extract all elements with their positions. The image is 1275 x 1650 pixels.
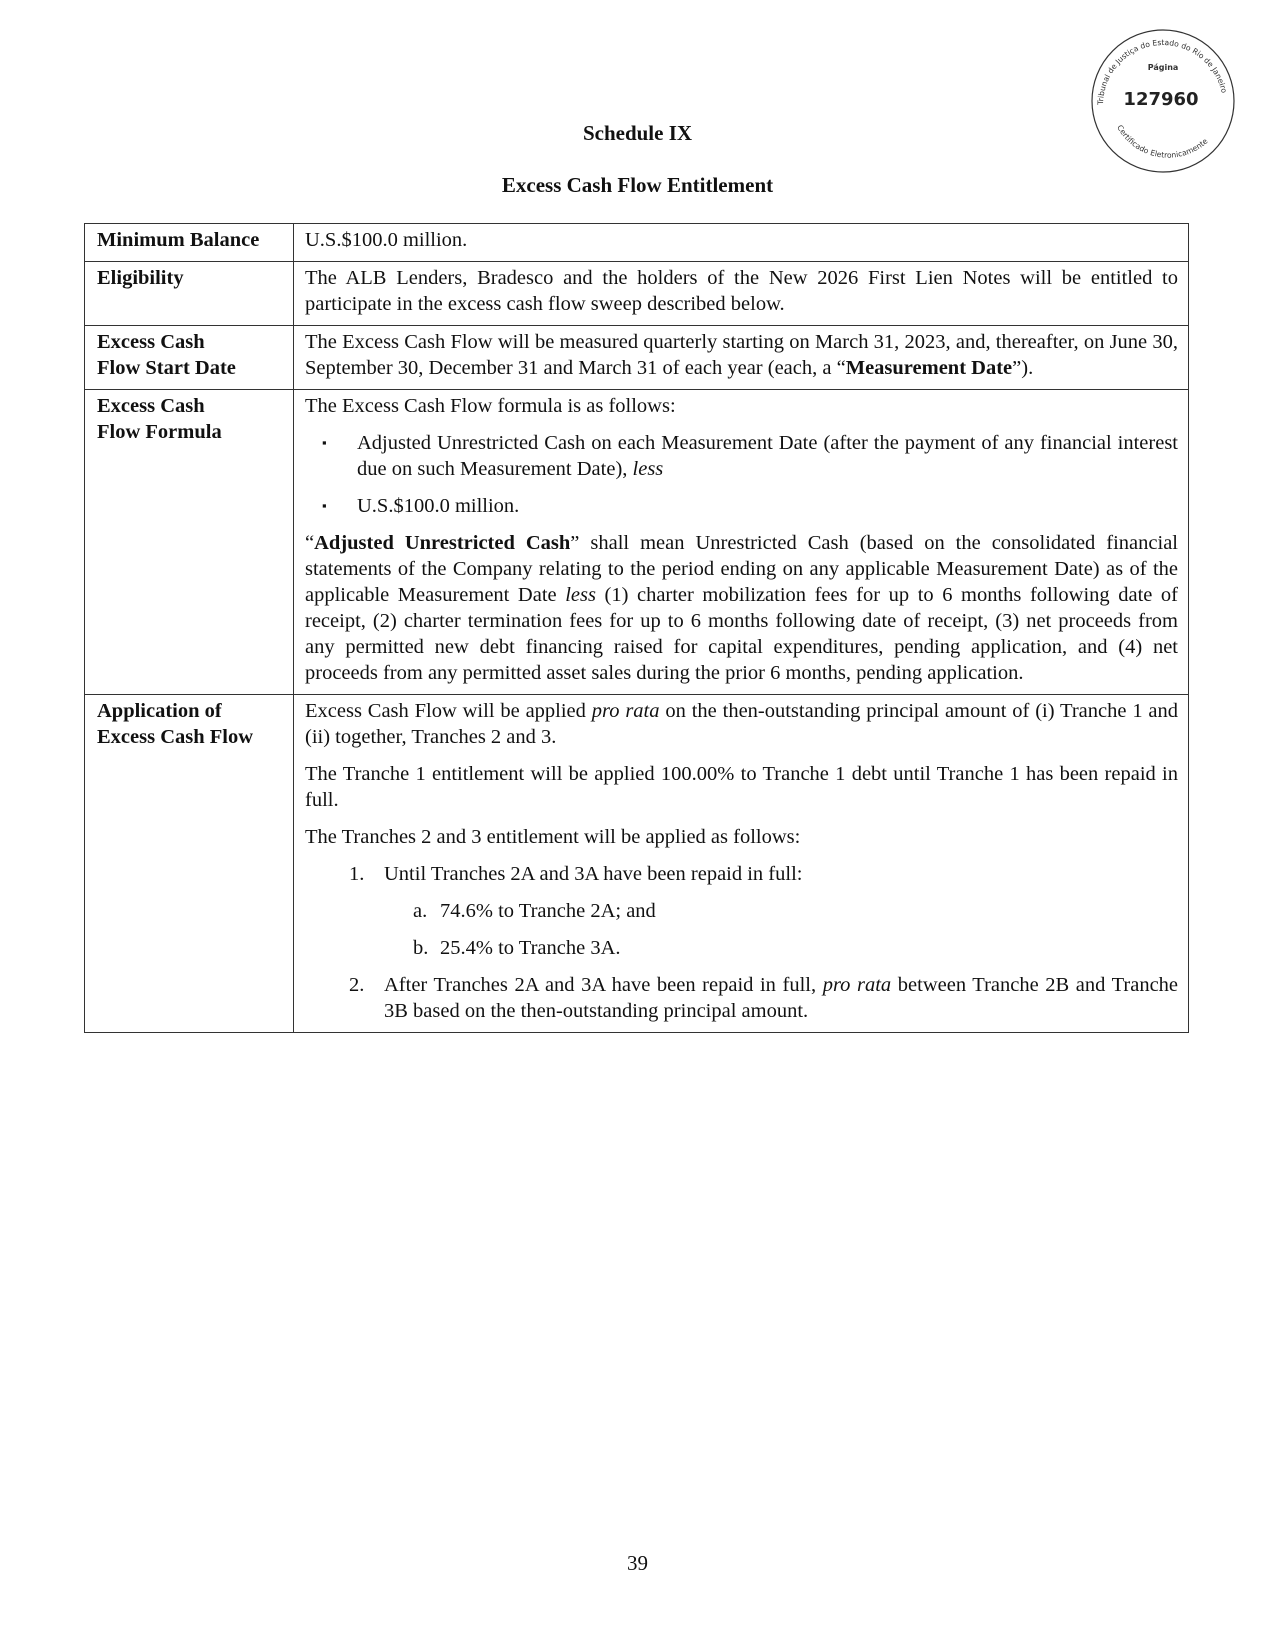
label-start-date-line-2: Flow Start Date [97, 357, 236, 379]
list-marker: 1. [349, 863, 365, 885]
bullet-marker: ▪ [322, 498, 327, 513]
label-formula-line-1: Excess Cash [97, 395, 205, 417]
bullet-1-text: Adjusted Unrestricted Cash on each Measurement Date (after the payment of any financial interest due on such Measurement Date), [357, 432, 1178, 480]
application-paragraph-2: The Tranche 1 entitlement will be applied 100.00% to Tranche 1 debt until Tranche 1 has been repaid in full. [305, 763, 1178, 811]
label-eligibility: Eligibility [97, 267, 184, 289]
list-item-a-text: 74.6% to Tranche 2A; and [440, 900, 656, 922]
eligibility-text: The ALB Lenders, Bradesco and the holders of the New 2026 First Lien Notes will be entitled to participate in the excess cash flow sweep described below. [305, 267, 1178, 315]
list-marker: b. [413, 937, 429, 959]
definition-term: Adjusted Unrestricted Cash [314, 532, 571, 554]
row-label [85, 262, 294, 326]
list-item-1-text: Until Tranches 2A and 3A have been repaid in full: [384, 863, 803, 885]
row-label [85, 326, 294, 390]
row-formula [85, 390, 1189, 695]
row-body [294, 326, 1189, 390]
list-item-2 [305, 972, 1178, 1024]
label-application-line-1: Application of [97, 700, 222, 722]
bullet-1-less: less [632, 458, 664, 480]
start-date-text-after: ”). [1012, 357, 1034, 379]
item-2-pro-rata: pro rata [822, 974, 892, 996]
stamp-number: 127960 [1123, 89, 1199, 110]
formula-bullet-2 [305, 493, 1178, 519]
label-minimum-balance: Minimum Balance [97, 229, 260, 251]
row-body [294, 390, 1189, 695]
list-marker: a. [413, 900, 428, 922]
label-start-date-line-1: Excess Cash [97, 331, 205, 353]
row-label [85, 390, 294, 695]
row-body [294, 262, 1189, 326]
row-label [85, 224, 294, 262]
schedule-title: Schedule IX [582, 121, 693, 145]
application-pro-rata: pro rata [591, 700, 660, 722]
item-2-text-a: After Tranches 2A and 3A have been repaid in full, [384, 974, 817, 996]
schedule-subtitle: Excess Cash Flow Entitlement [501, 173, 774, 197]
start-date-text-before: The Excess Cash Flow will be measured quarterly starting on March 31, 2023, and, thereafter, on June 30, September 30, December 31 and March 31 of each year (each, a “ [305, 331, 1178, 379]
definition-less: less [565, 584, 596, 606]
row-body [294, 224, 1189, 262]
definition-text-2: (1) charter mobilization fees for up to 6 months following date of receipt, (2) charter termination fees for up to 6 months following date of receipt, (3) net proceeds from any permitted new debt financing raised for capital expenditures, pending application, and (4) net proceeds from any permitted asset sales during the prior 6 months, pending application. [305, 584, 1179, 684]
bullet-text [357, 430, 1178, 482]
bullet-marker: ▪ [322, 435, 327, 450]
list-item-b [305, 935, 1178, 961]
minimum-balance-text: U.S.$100.0 million. [305, 229, 468, 251]
list-item-b-text: 25.4% to Tranche 3A. [440, 937, 621, 959]
start-date-text [305, 329, 1178, 381]
certification-stamp [1089, 27, 1237, 175]
item-2-text-b: between Tranche 2B and Tranche 3B based on the then-outstanding principal amount. [384, 974, 1179, 1022]
bullet-2-text: U.S.$100.0 million. [357, 495, 520, 517]
row-label [85, 695, 294, 1033]
label-application-line-2: Excess Cash Flow [97, 726, 254, 748]
formula-definition [305, 530, 1178, 686]
list-item-1 [305, 861, 1178, 887]
application-paragraph-3: The Tranches 2 and 3 entitlement will be applied as follows: [305, 826, 801, 848]
row-body [294, 695, 1189, 1033]
application-paragraph-1 [305, 698, 1178, 750]
list-item-a [305, 898, 1178, 924]
stamp-ring-text: Tribunal de Justiça do Estado do Rio de Janeiro [1095, 37, 1229, 106]
row-application [85, 695, 1189, 1033]
row-eligibility [85, 262, 1189, 326]
stamp-bottom-text: Certificado Eletronicamente [1115, 123, 1210, 160]
definition-text-1: ” shall mean Unrestricted Cash (based on the consolidated financial statements of the Company relating to the period ending on any applicable Measurement Date) as of the applicable Measurement Date [305, 532, 1178, 606]
page-number: 39 [627, 1551, 648, 1575]
formula-bullet-1 [305, 430, 1178, 482]
application-p1-b: on the then-outstanding principal amount of (i) Tranche 1 and (ii) together, Tranches 2 and 3. [305, 700, 1179, 748]
list-item-2-text [384, 972, 1178, 1024]
schedule-table [84, 223, 1189, 1033]
row-minimum-balance [85, 224, 1189, 262]
application-p1-a: Excess Cash Flow will be applied [305, 700, 586, 722]
definition-open-quote: “ [305, 532, 315, 554]
label-formula-line-2: Flow Formula [97, 421, 222, 443]
formula-intro: The Excess Cash Flow formula is as follows: [305, 395, 676, 417]
measurement-date-term: Measurement Date [845, 357, 1013, 379]
list-marker: 2. [349, 974, 365, 996]
row-start-date [85, 326, 1189, 390]
stamp-label: Página [1147, 63, 1179, 72]
